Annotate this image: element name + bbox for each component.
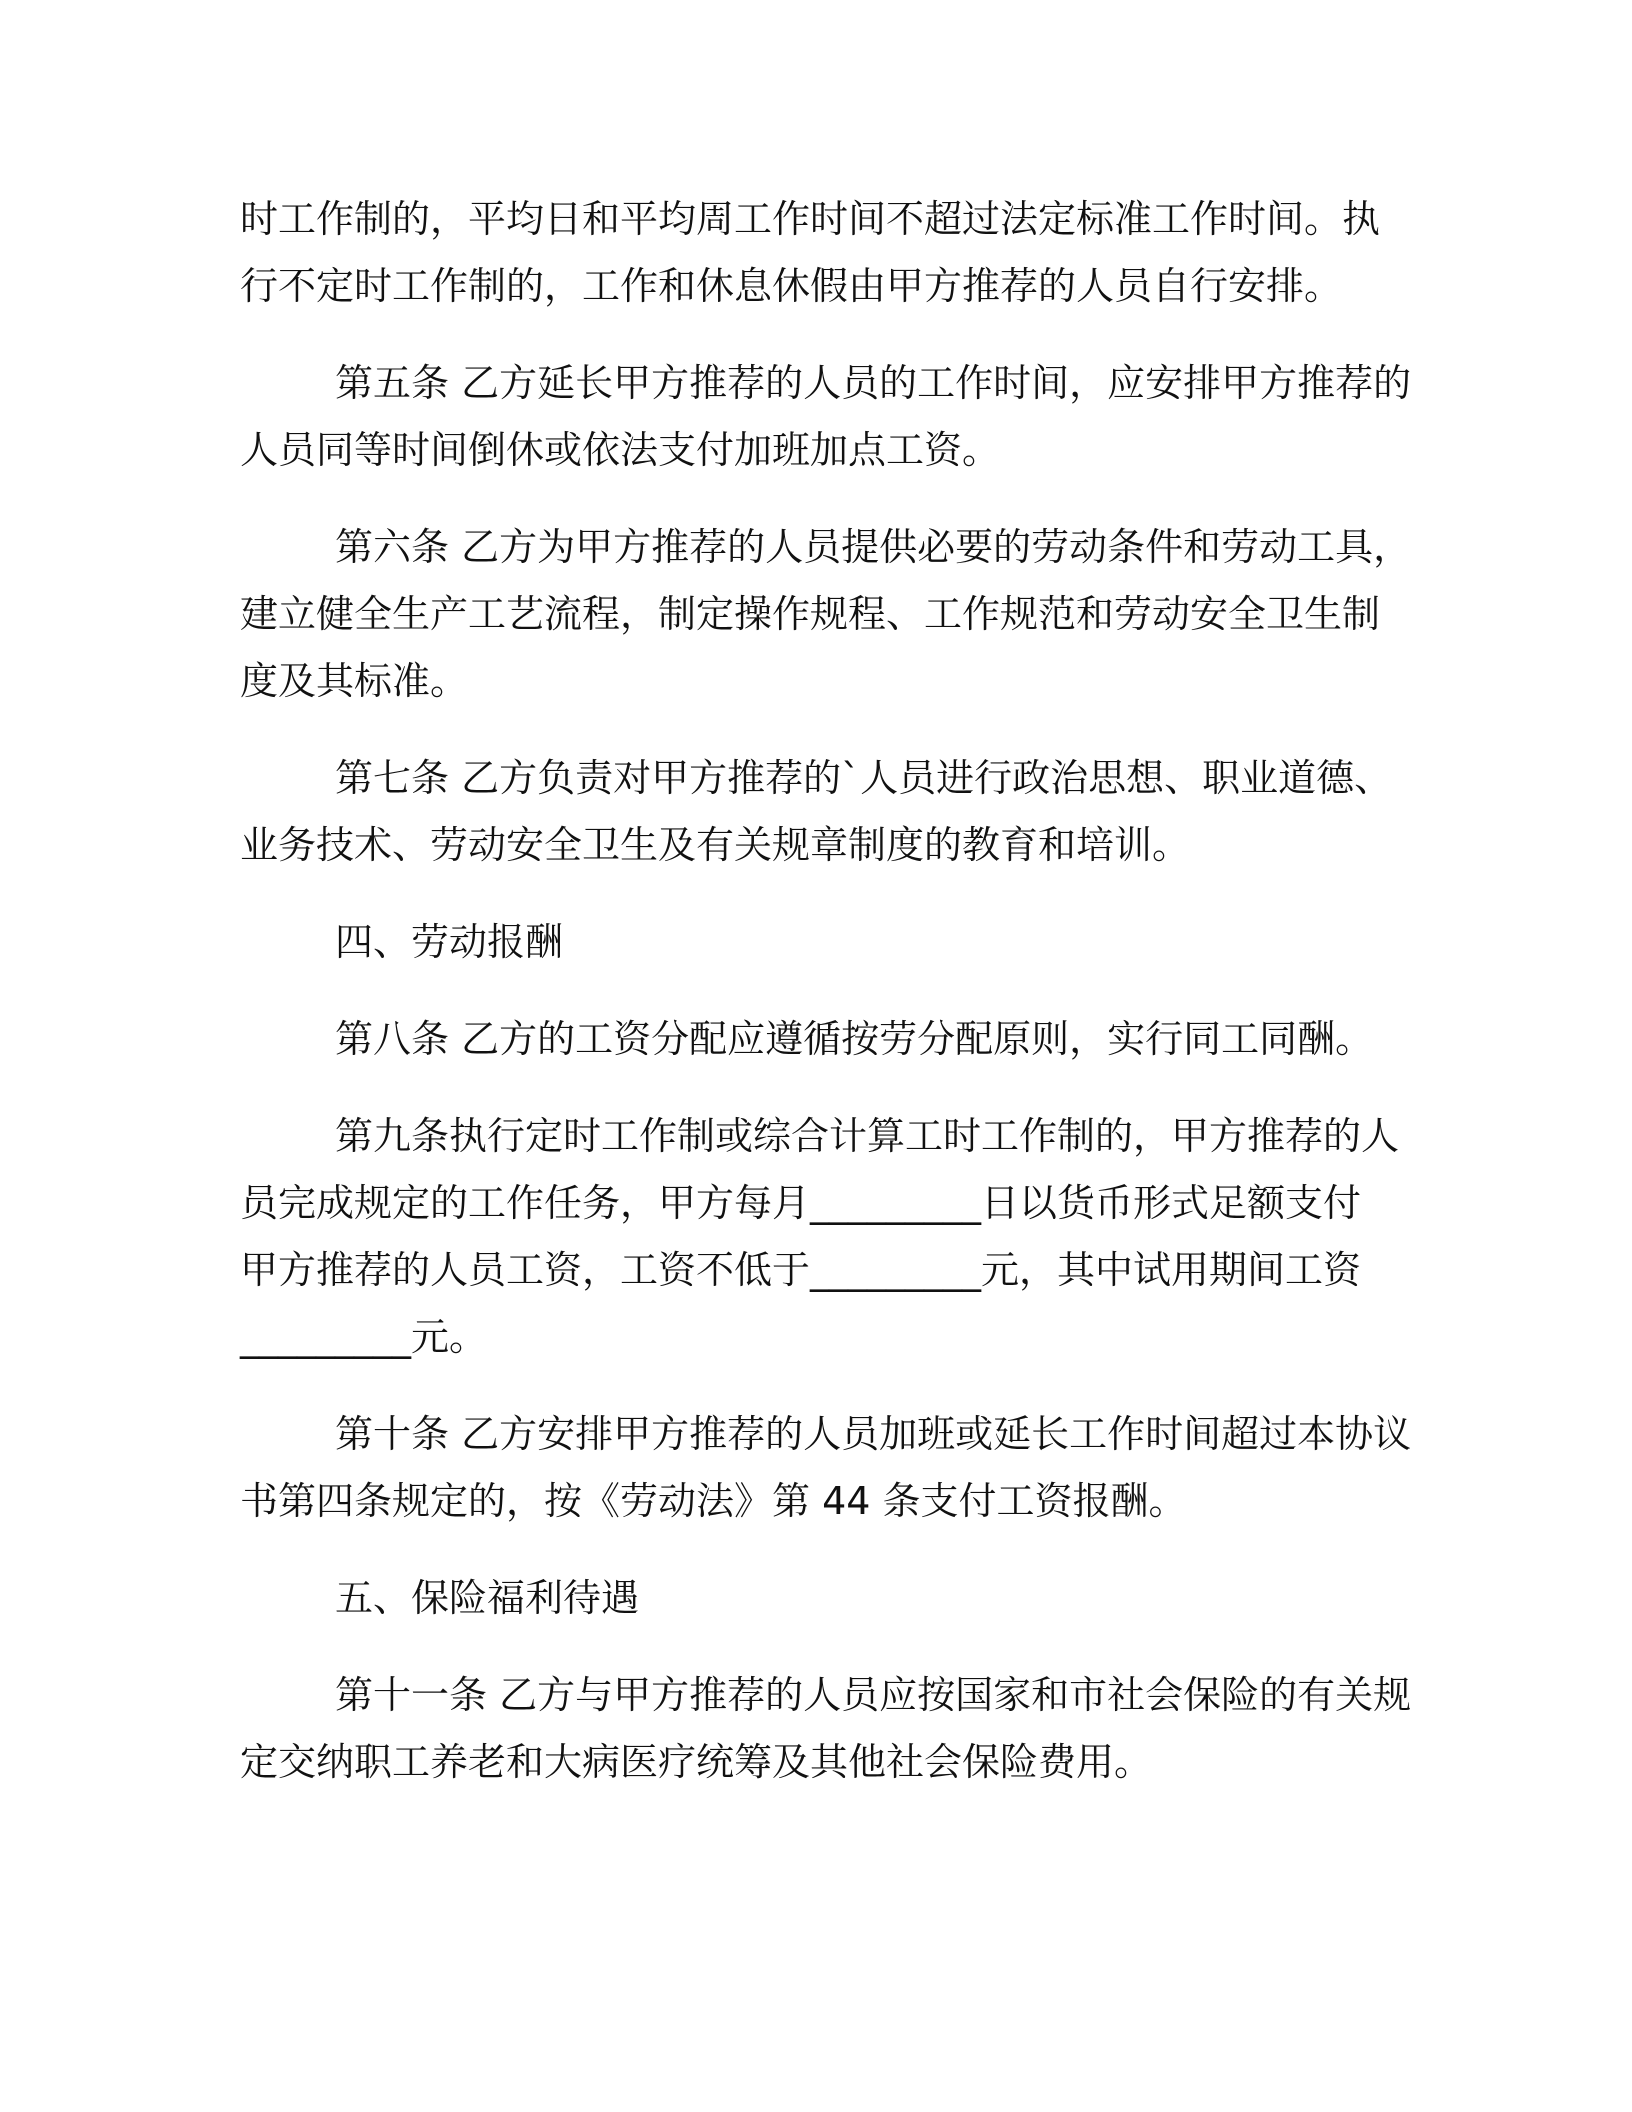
paragraph-line: 第十一条 乙方与甲方推荐的人员应按国家和市社会保险的有关规 [335,1673,1412,1717]
document-body [240,186,1412,1796]
article-6 [240,514,1412,715]
article-8 [240,1006,1390,1073]
paragraph-line: 甲方推荐的人员工资，工资不低于_________元，其中试用期间工资 [240,1248,1362,1292]
section-heading-labor-pay [240,909,1390,976]
paragraph-line: _________元。 [240,1315,488,1359]
paragraph-line: 第九条执行定时工作制或综合计算工时工作制的，甲方推荐的人 [335,1114,1400,1158]
paragraph-line: 第七条 乙方负责对甲方推荐的`人员进行政治思想、职业道德、 [335,756,1393,800]
section-heading: 四、劳动报酬 [335,920,564,964]
article-11 [240,1662,1412,1796]
paragraph-line: 人员同等时间倒休或依法支付加班加点工资。 [240,428,1001,472]
section-heading: 五、保险福利待遇 [335,1576,640,1620]
paragraph-line: 行不定时工作制的，工作和休息休假由甲方推荐的人员自行安排。 [240,264,1343,308]
article-7 [240,745,1393,879]
paragraph-line: 建立健全生产工艺流程，制定操作规程、工作规范和劳动安全卫生制 [240,592,1381,636]
paragraph-line: 第五条 乙方延长甲方推荐的人员的工作时间，应安排甲方推荐的 [335,361,1412,405]
paragraph-line: 员完成规定的工作任务，甲方每月_________日以货币形式足额支付 [240,1181,1362,1225]
article-10 [240,1401,1412,1535]
paragraph-line: 第六条 乙方为甲方推荐的人员提供必要的劳动条件和劳动工具， [335,525,1412,569]
paragraph-1 [240,186,1390,320]
paragraph-line: 第八条 乙方的工资分配应遵循按劳分配原则，实行同工同酬。 [335,1017,1374,1061]
paragraph-line: 定交纳职工养老和大病医疗统筹及其他社会保险费用。 [240,1740,1153,1784]
article-9 [240,1103,1400,1371]
paragraph-line: 书第四条规定的，按《劳动法》第 44 条支付工资报酬。 [240,1479,1187,1523]
article-5 [240,350,1412,484]
paragraph-line: 度及其标准。 [240,659,469,703]
paragraph-line: 时工作制的，平均日和平均周工作时间不超过法定标准工作时间。执 [240,197,1381,241]
paragraph-line: 业务技术、劳动安全卫生及有关规章制度的教育和培训。 [240,823,1191,867]
section-heading-insurance [240,1565,1390,1632]
paragraph-line: 第十条 乙方安排甲方推荐的人员加班或延长工作时间超过本协议 [335,1412,1412,1456]
